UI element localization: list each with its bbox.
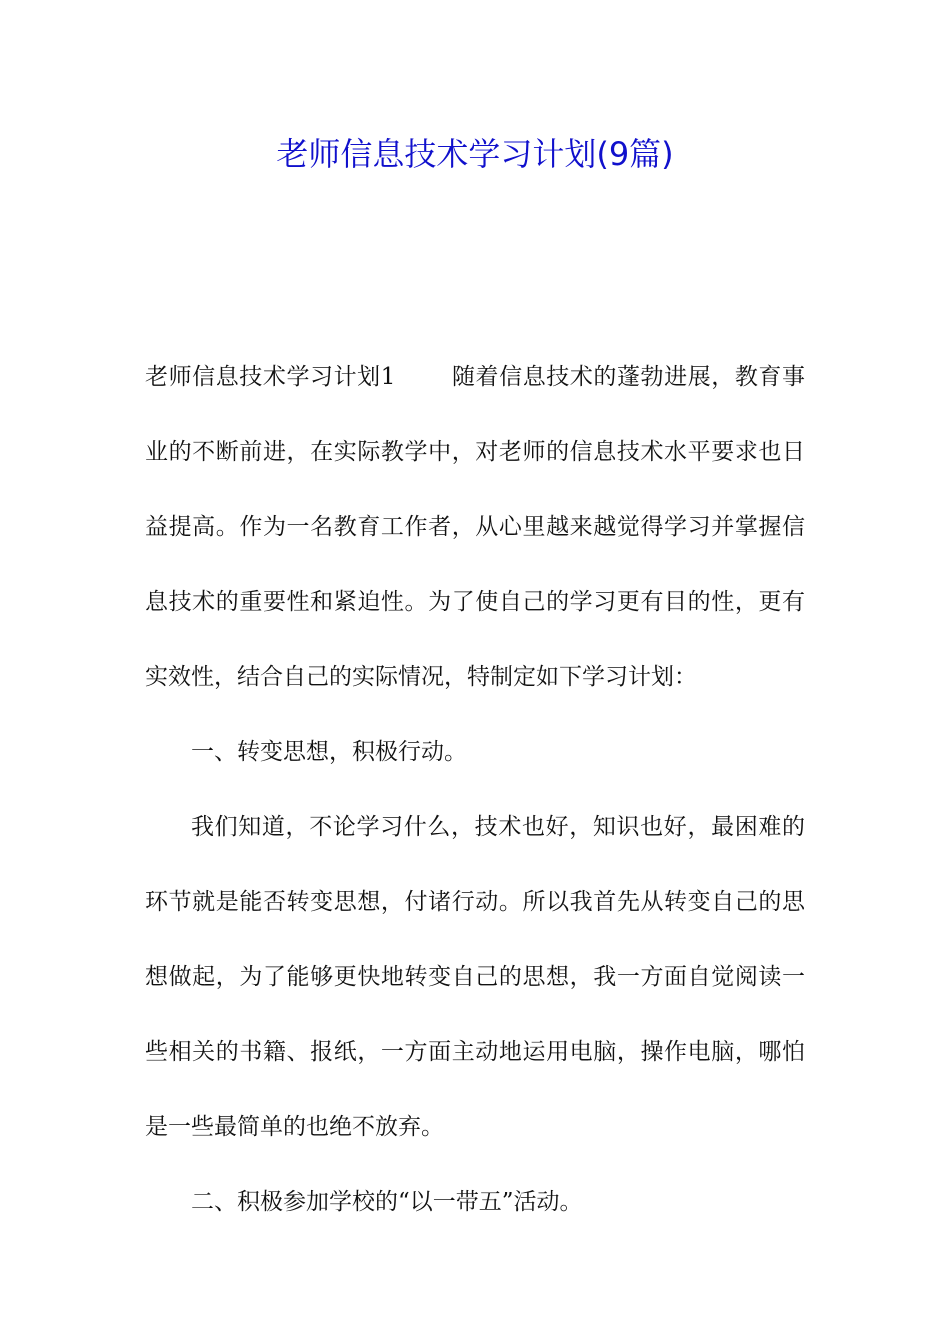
paragraph-section-one-body: 我们知道，不论学习什么，技术也好，知识也好，最困难的环节就是能否转变思想，付诸行动。所以我首先从转变自己的思想做起，为了能够更快地转变自己的思想，我一方面自觉阅读一些相关的书籍、报纸，一方面主动地运用电脑，操作电脑，哪怕是一些最简单的也绝不放弃。 xyxy=(145,814,805,1140)
paragraph-section-two-heading: 二、积极参加学校的“以一带五”活动。 xyxy=(191,1189,583,1215)
paragraph-intro-text: 随着信息技术的蓬勃进展，教育事业的不断前进，在实际教学中，对老师的信息技术水平要求也日益提高。作为一名教育工作者，从心里越来越觉得学习并掌握信息技术的重要性和紧迫性。为了使自己的学习更有目的性，更有实效性，结合自己的实际情况，特制定如下学习计划： xyxy=(145,364,806,690)
paragraph-intro xyxy=(145,340,805,715)
paragraph-section-one-heading: 一、转变思想，积极行动。 xyxy=(191,739,467,765)
section-heading-1: 老师信息技术学习计划1 xyxy=(145,364,396,390)
document-title: 老师信息技术学习计划(9篇) xyxy=(276,135,674,173)
document-body xyxy=(145,340,805,1240)
